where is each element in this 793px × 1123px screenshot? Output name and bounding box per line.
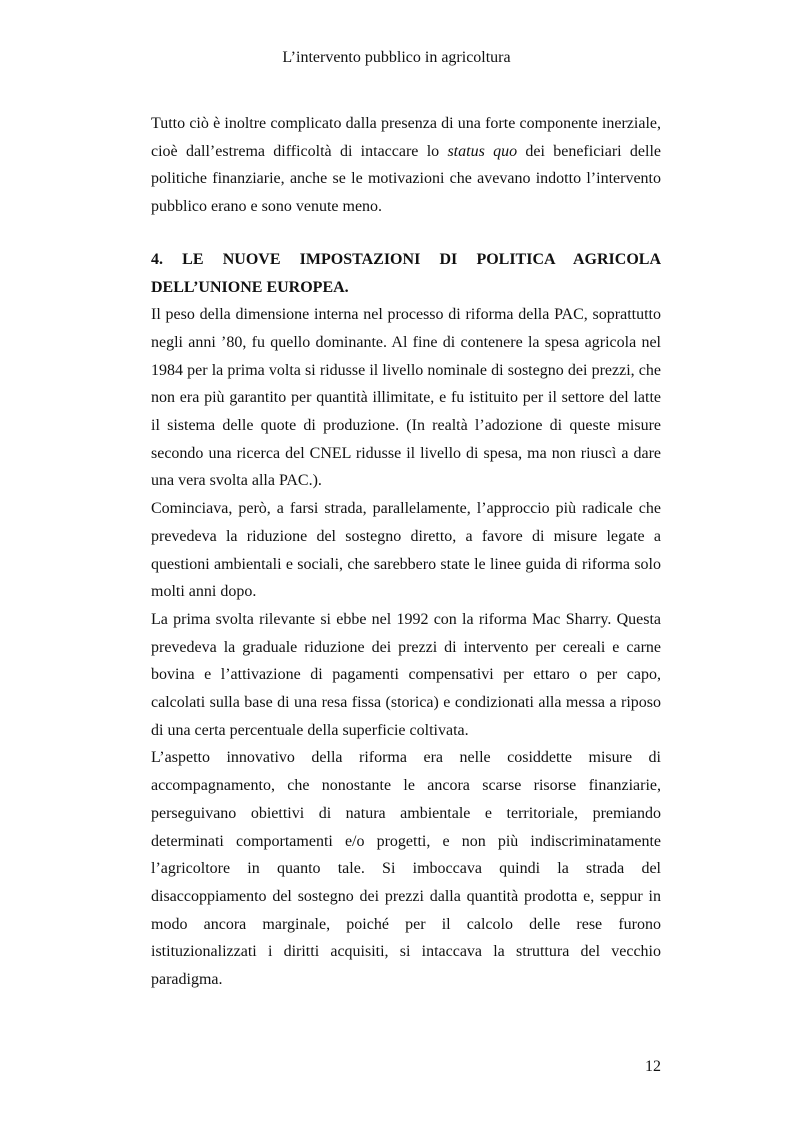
body-paragraph-4: L’aspetto innovativo della riforma era nelle cosiddette misure di accompagnamento, che nonostante le ancora scarse risorse finanziarie, perseguivano obiettivi di natura ambientale e territoriale, premiando determinati comportamenti e/o progetti, e non più indiscriminatamente l’agricoltore in quanto tale. Si imboccava quindi la strada del disaccoppiamento del sostegno dei prezzi dalla quantità prodotta e, seppur in modo ancora marginale, poiché per il calcolo delle rese furono istituzionalizzati i diritti acquisiti, si intaccava la struttura del vecchio paradigma. [151, 749, 661, 989]
body-paragraph-1: Il peso della dimensione interna nel processo di riforma della PAC, soprattutto negli anni ’80, fu quello dominante. Al fine di contenere la spesa agricola nel 1984 per la prima volta si ridusse il livello nominale di sostegno dei prezzi, che non era più garantito per quantità illimitate, e fu istituito per il settore del latte il sistema delle quote di produzione. (In realtà l’adozione di queste misure secondo una ricerca del CNEL ridusse il livello di spesa, ma non riuscì a dare una vera svolta alla PAC.). [151, 306, 661, 490]
page-body [151, 110, 661, 994]
intro-paragraph [151, 110, 661, 221]
running-header: L’intervento pubblico in agricoltura [282, 49, 511, 66]
intro-text-before: Tutto ciò è inoltre complicato dalla presenza di una forte componente inerziale, cioè dall’estrema difficoltà di intaccare lo [151, 115, 661, 160]
intro-italic-term: status quo [447, 142, 518, 160]
section-heading: 4. LE NUOVE IMPOSTAZIONI DI POLITICA AGRICOLA DELL’UNIONE EUROPEA. [151, 250, 661, 296]
body-paragraph-3: La prima svolta rilevante si ebbe nel 1992 con la riforma Mac Sharry. Questa prevedeva la graduale riduzione dei prezzi di intervento per cereali e carne bovina e l’attivazione di pagamenti compensativi per ettaro o per capo, calcolati sulla base di una resa fissa (storica) e condizionati alla messa a riposo di una certa percentuale della superficie coltivata. [151, 610, 661, 739]
body-paragraph-2: Cominciava, però, a farsi strada, parallelamente, l’approccio più radicale che prevedeva la riduzione del sostegno diretto, a favore di misure legate a questioni ambientali e sociali, che sarebbero state le linee guida di riforma solo molti anni dopo. [151, 500, 661, 601]
page-number: 12 [645, 1058, 661, 1075]
intro-text-after: dei beneficiari delle politiche finanziarie, anche se le motivazioni che avevano indotto l’intervento pubblico erano e sono venute meno. [151, 142, 662, 216]
